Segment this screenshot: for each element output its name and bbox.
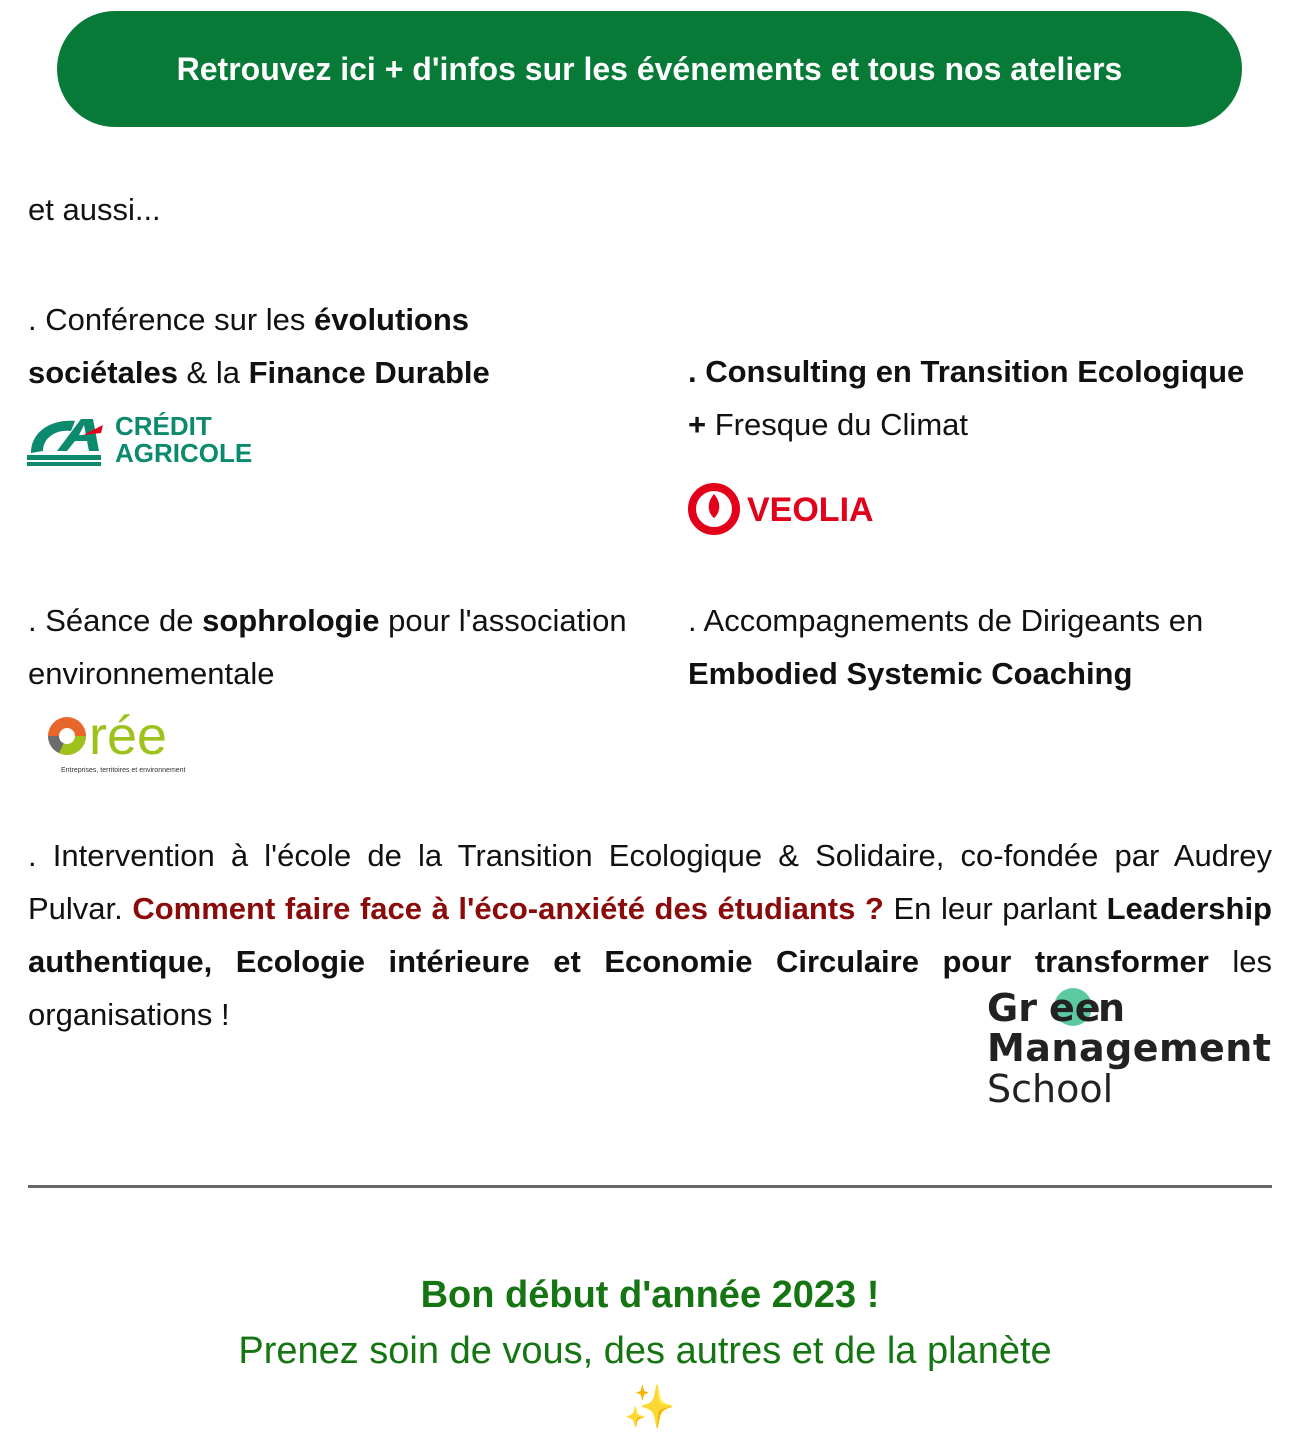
item-text: . Intervention à l'école de la Transition Ecologique & Solidaire, co-fondée par Audrey Pulvar. xyxy=(28,838,1272,926)
gms-logo-line2: Management xyxy=(987,1026,1271,1070)
oree-logo-text: rée xyxy=(89,706,168,766)
item-highlight-question: Comment faire face à l'éco-anxiété des étudiants ? xyxy=(132,891,884,926)
item-consulting-transition xyxy=(688,345,1268,451)
item-text: les organisations ! xyxy=(28,944,1272,1032)
item-text: & la xyxy=(177,355,249,390)
section-divider xyxy=(28,1185,1272,1188)
veolia-logo xyxy=(687,482,907,536)
item-text: . Conférence sur les xyxy=(28,302,315,337)
item-bold-text: sophrologie xyxy=(202,603,380,638)
credit-agricole-logo xyxy=(27,411,292,467)
credit-agricole-logo-line1: CRÉDIT xyxy=(115,411,212,441)
gms-logo-line1: Gr xyxy=(987,986,1037,1030)
item-text: . Séance de xyxy=(28,603,203,638)
oree-logo xyxy=(45,698,215,776)
item-text: Fresque du Climat xyxy=(706,407,968,442)
gms-logo-line1b: n xyxy=(1098,986,1126,1030)
item-bold-text: Finance Durable xyxy=(248,355,490,390)
item-text: En leur parlant xyxy=(883,891,1107,926)
item-bold-text: évolutions sociétales xyxy=(28,302,470,390)
item-sophrologie xyxy=(28,594,628,700)
item-conference-finance xyxy=(28,293,588,399)
closing-message: Prenez soin de vous, des autres et de la planète xyxy=(238,1330,1052,1372)
events-workshops-link-button[interactable]: Retrouvez ici + d'infos sur les événements et tous nos ateliers xyxy=(57,11,1242,127)
item-text: . Accompagnements de Dirigeants en xyxy=(688,603,1204,638)
credit-agricole-logo-line2: AGRICOLE xyxy=(115,438,253,467)
gms-logo-eye: ee xyxy=(1049,986,1101,1030)
item-text: pour l'association environnementale xyxy=(28,603,627,691)
item-bold-text: . Consulting en Transition Ecologique + xyxy=(688,354,1245,442)
item-bold-text: Leadership authentique, Ecologie intérieure et Economie Circulaire pour transformer xyxy=(28,891,1272,979)
gms-logo-line3: School xyxy=(987,1067,1114,1110)
sparkles-icon: ✨ xyxy=(623,1383,677,1430)
new-year-greeting: Bon début d'année 2023 ! xyxy=(420,1274,880,1316)
intro-text: et aussi... xyxy=(28,192,161,227)
item-coaching xyxy=(688,594,1288,700)
green-management-school-logo xyxy=(987,985,1277,1110)
oree-logo-tagline: Entreprises, territoires et environnement xyxy=(61,767,186,774)
veolia-logo-text: VEOLIA xyxy=(747,491,874,529)
item-bold-text: Embodied Systemic Coaching xyxy=(688,656,1133,691)
